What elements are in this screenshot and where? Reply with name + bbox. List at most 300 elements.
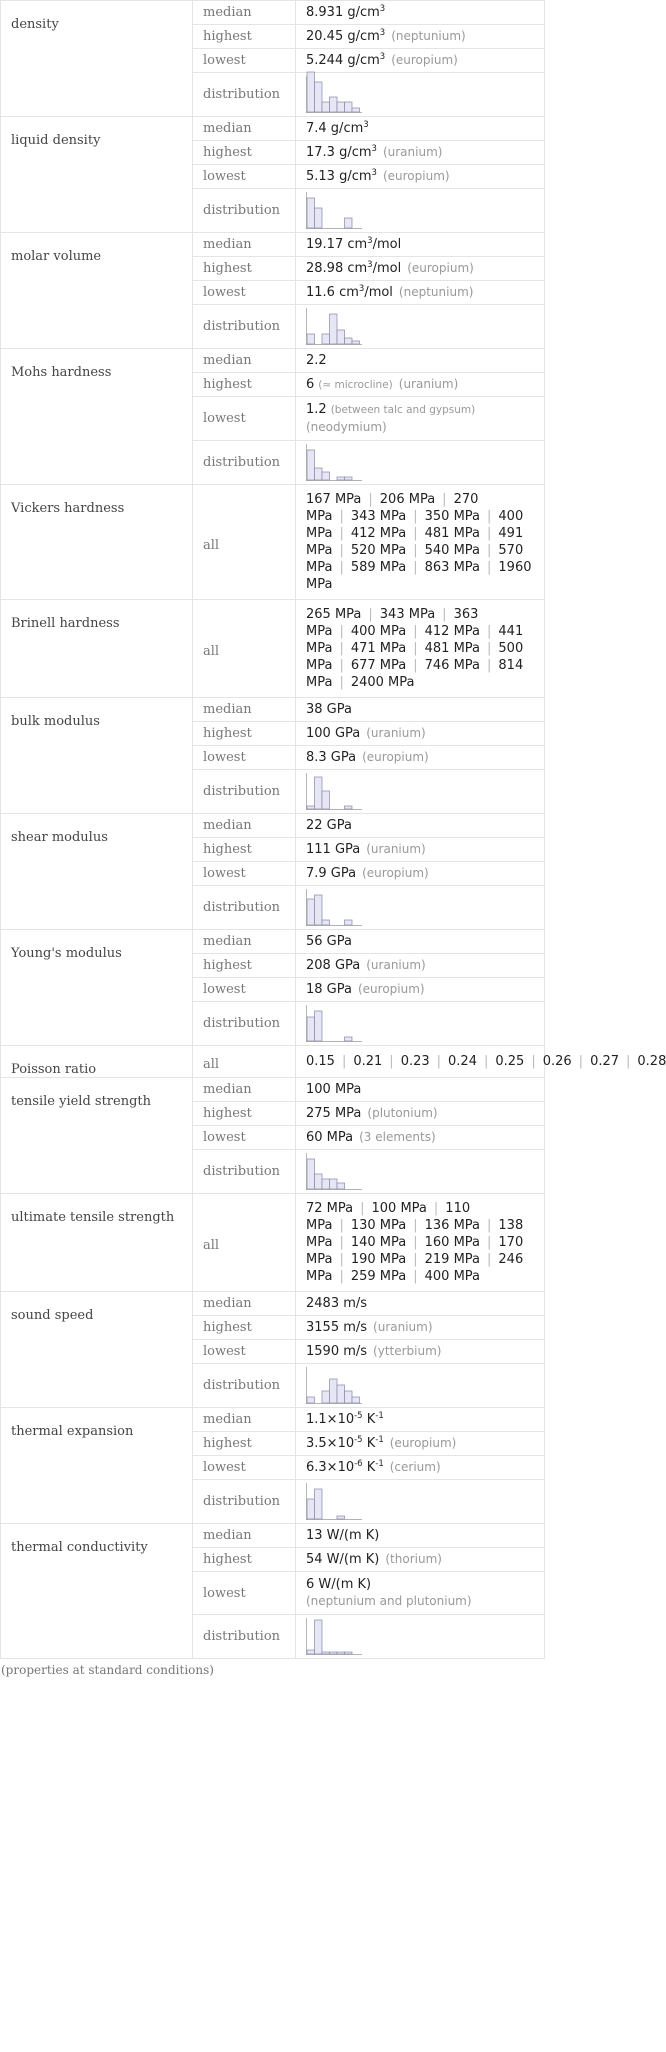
value-text: 5.13 g/cm — [306, 169, 372, 184]
histogram-bar — [322, 791, 330, 809]
histogram-bar — [307, 806, 315, 809]
row-value — [296, 1102, 545, 1126]
histogram-bar — [337, 1516, 345, 1519]
row-label: median — [193, 349, 296, 373]
row-label: all — [193, 1046, 296, 1078]
row-label: lowest — [193, 49, 296, 73]
row-label: lowest — [193, 397, 296, 441]
separator: | — [413, 509, 418, 524]
histogram-bar — [322, 334, 330, 344]
separator: | — [339, 675, 344, 690]
distribution-histogram — [306, 1153, 362, 1191]
histogram-bar — [315, 1011, 323, 1041]
value-text: 3155 m/s — [306, 1320, 368, 1335]
element-note: (uranium) — [373, 1320, 433, 1334]
row-label: distribution — [193, 305, 296, 349]
exponent: 3 — [367, 236, 373, 246]
separator: | — [339, 1235, 344, 1250]
value-text: 1590 m/s — [306, 1344, 368, 1359]
separator: | — [433, 1201, 439, 1216]
element-note: (ytterbium) — [373, 1344, 442, 1358]
property-name: Brinell hardness — [1, 600, 193, 698]
separator: | — [413, 526, 418, 541]
element-note: (neptunium and plutonium) — [306, 1594, 472, 1608]
property-name: thermal expansion — [1, 1408, 193, 1524]
table-row — [1, 814, 545, 838]
list-value: 219 MPa — [424, 1252, 481, 1267]
separator: | — [413, 1252, 418, 1267]
exponent: -1 — [375, 1435, 384, 1445]
histogram-bar — [337, 1385, 345, 1403]
row-value — [296, 1046, 666, 1078]
separator: | — [339, 526, 344, 541]
exponent: 3 — [363, 120, 369, 130]
property-name: Young's modulus — [1, 930, 193, 1046]
separator: | — [483, 1054, 489, 1069]
row-value — [296, 141, 545, 165]
value-text: 13 W/(m K) — [306, 1528, 380, 1543]
row-label: all — [193, 485, 296, 600]
distribution-histogram — [306, 889, 362, 927]
histogram-bar — [330, 1379, 338, 1403]
list-value: 481 MPa — [424, 641, 481, 656]
histogram-bar — [307, 1159, 315, 1189]
element-note: (neptunium) — [398, 285, 474, 299]
row-value — [296, 1548, 545, 1572]
row-value — [296, 1126, 545, 1150]
row-value — [296, 1150, 545, 1194]
row-label: distribution — [193, 1002, 296, 1046]
separator: | — [339, 509, 344, 524]
value-text: 6 — [306, 376, 315, 392]
property-name: Poisson ratio — [1, 1046, 193, 1078]
separator: | — [339, 1218, 344, 1233]
separator: | — [487, 658, 492, 673]
list-value: 170 MPa — [306, 1235, 524, 1267]
row-value — [296, 1292, 545, 1316]
separator: | — [487, 1252, 492, 1267]
row-label: lowest — [193, 1456, 296, 1480]
value-text: 22 GPa — [306, 818, 352, 833]
separator: | — [368, 607, 373, 622]
row-label: lowest — [193, 1340, 296, 1364]
row-value — [296, 233, 545, 257]
list-value: 677 MPa — [350, 658, 407, 673]
unit-text: /mol — [364, 285, 393, 300]
row-label: all — [193, 600, 296, 698]
separator: | — [339, 560, 344, 575]
comparison-note: (between talc and gypsum) — [330, 404, 476, 416]
histogram-bar — [352, 341, 360, 344]
row-value — [296, 257, 545, 281]
row-label: highest — [193, 838, 296, 862]
row-value — [296, 770, 545, 814]
row-value — [296, 600, 545, 698]
element-note: (plutonium) — [367, 1106, 438, 1120]
element-note: (europium) — [391, 53, 458, 67]
element-note: (uranium) — [398, 376, 459, 391]
separator: | — [487, 624, 492, 639]
row-label: distribution — [193, 1364, 296, 1408]
row-label: highest — [193, 25, 296, 49]
histogram-bar — [345, 1652, 353, 1654]
value-text: 6 W/(m K) — [306, 1577, 372, 1592]
row-label: lowest — [193, 1126, 296, 1150]
row-label: median — [193, 117, 296, 141]
property-name: Mohs hardness — [1, 349, 193, 485]
histogram-bar — [322, 102, 330, 112]
value-text: 60 MPa — [306, 1130, 354, 1145]
distribution-histogram — [306, 1005, 362, 1043]
row-label: highest — [193, 722, 296, 746]
row-value — [296, 1432, 545, 1456]
list-value: 136 MPa — [424, 1218, 481, 1233]
property-name: liquid density — [1, 117, 193, 233]
element-note: (uranium) — [366, 726, 426, 740]
row-value — [296, 1456, 545, 1480]
unit-text: K — [362, 1436, 376, 1451]
list-value: 400 MPa — [424, 1269, 481, 1284]
separator: | — [413, 624, 418, 639]
histogram-bar — [337, 1183, 345, 1189]
row-value — [296, 281, 545, 305]
histogram-bar — [322, 1179, 330, 1189]
separator: | — [578, 1054, 584, 1069]
list-value: 400 MPa — [350, 624, 407, 639]
list-value: 72 MPa — [306, 1201, 354, 1216]
separator: | — [360, 1201, 365, 1216]
row-label: median — [193, 1524, 296, 1548]
row-value — [296, 954, 545, 978]
list-value: 0.15 — [306, 1054, 335, 1069]
list-value: 491 MPa — [306, 526, 524, 558]
element-note: (uranium) — [382, 145, 443, 159]
property-name: molar volume — [1, 233, 193, 349]
exponent: -6 — [354, 1459, 363, 1469]
separator: | — [487, 641, 492, 656]
row-value — [296, 1408, 545, 1432]
value-text: 54 W/(m K) — [306, 1552, 380, 1567]
separator: | — [339, 624, 344, 639]
row-label: lowest — [193, 1572, 296, 1615]
separator: | — [389, 1054, 394, 1069]
value-text: 275 MPa — [306, 1106, 362, 1121]
histogram-bar — [307, 899, 315, 925]
row-label: distribution — [193, 1480, 296, 1524]
histogram-bar — [330, 1652, 338, 1654]
histogram-bar — [307, 1017, 315, 1041]
histogram-bar — [345, 338, 353, 344]
histogram-bar — [352, 108, 360, 112]
row-value — [296, 305, 545, 349]
histogram-bar — [307, 450, 315, 480]
histogram-bar — [315, 1620, 323, 1654]
list-value: 160 MPa — [424, 1235, 481, 1250]
distribution-histogram — [306, 192, 362, 230]
row-value — [296, 49, 545, 73]
separator: | — [487, 526, 492, 541]
row-value — [296, 930, 545, 954]
histogram-bar — [352, 1397, 360, 1403]
value-text: 11.6 cm — [306, 285, 359, 300]
histogram-bar — [307, 198, 315, 228]
row-label: highest — [193, 1432, 296, 1456]
distribution-histogram — [306, 308, 362, 346]
element-note: (europium) — [357, 982, 425, 996]
row-value — [296, 1002, 545, 1046]
value-text: 28.98 cm — [306, 261, 368, 276]
distribution-histogram — [306, 773, 362, 811]
unit-text: /mol — [372, 261, 402, 276]
property-name: sound speed — [1, 1292, 193, 1408]
exponent: -5 — [354, 1435, 363, 1445]
histogram-bar — [322, 472, 330, 480]
row-label: all — [193, 1194, 296, 1292]
table-row — [1, 698, 545, 722]
value-text: 19.17 cm — [306, 237, 368, 252]
unit-text: K — [362, 1412, 376, 1427]
value-text: 3.5×10 — [306, 1436, 355, 1451]
row-label: distribution — [193, 1150, 296, 1194]
separator: | — [413, 1269, 418, 1284]
list-value: 863 MPa — [424, 560, 481, 575]
list-value: 206 MPa — [379, 492, 436, 507]
property-name: density — [1, 1, 193, 117]
row-label: median — [193, 930, 296, 954]
element-note: (neodymium) — [306, 420, 387, 434]
separator: | — [487, 509, 492, 524]
row-label: highest — [193, 954, 296, 978]
histogram-bar — [315, 895, 323, 925]
distribution-histogram — [306, 1367, 362, 1405]
list-value: 100 MPa — [371, 1201, 427, 1216]
separator: | — [413, 543, 418, 558]
list-value: 130 MPa — [350, 1218, 407, 1233]
table-row — [1, 1046, 545, 1078]
list-value: 412 MPa — [350, 526, 407, 541]
element-note: (thorium) — [385, 1552, 442, 1566]
list-value: 540 MPa — [424, 543, 481, 558]
element-note: (uranium) — [366, 842, 426, 856]
table-row — [1, 1078, 545, 1102]
histogram-bar — [345, 102, 353, 112]
row-value — [296, 373, 545, 397]
footer-note: (properties at standard conditions) — [1, 1663, 214, 1677]
row-value — [296, 1364, 545, 1408]
list-value: 481 MPa — [424, 526, 481, 541]
row-value — [296, 886, 545, 930]
table-row — [1, 1292, 545, 1316]
exponent: 3 — [367, 260, 373, 270]
row-value — [296, 722, 545, 746]
histogram-bar — [322, 1652, 330, 1654]
value-text: 7.4 g/cm — [306, 121, 364, 136]
row-value — [296, 814, 545, 838]
row-value — [296, 25, 545, 49]
separator: | — [487, 1235, 492, 1250]
row-value — [296, 1572, 545, 1615]
row-label: distribution — [193, 770, 296, 814]
list-value: 520 MPa — [350, 543, 407, 558]
row-label: highest — [193, 141, 296, 165]
row-value — [296, 1194, 545, 1292]
value-text: 111 GPa — [306, 842, 361, 857]
row-value — [296, 978, 545, 1002]
list-value: 0.24 — [448, 1054, 477, 1069]
histogram-bar — [315, 777, 323, 809]
list-value: 246 MPa — [306, 1252, 524, 1284]
list-value: 471 MPa — [350, 641, 407, 656]
value-text: 5.244 g/cm — [306, 53, 380, 68]
histogram-bar — [345, 1391, 353, 1403]
separator: | — [339, 543, 344, 558]
list-value: 2400 MPa — [350, 675, 415, 690]
comparison-note: (≈ microcline) — [318, 378, 393, 391]
list-value: 1960 MPa — [306, 560, 532, 592]
histogram-bar — [337, 330, 345, 344]
histogram-bar — [307, 72, 315, 112]
list-value: 412 MPa — [424, 624, 481, 639]
separator: | — [339, 1252, 344, 1267]
row-label: distribution — [193, 73, 296, 117]
value-text: 17.3 g/cm — [306, 145, 372, 160]
row-value — [296, 746, 545, 770]
exponent: 3 — [371, 144, 377, 154]
list-value: 363 MPa — [306, 607, 479, 639]
histogram-bar — [315, 1489, 323, 1519]
property-name: shear modulus — [1, 814, 193, 930]
separator: | — [626, 1054, 631, 1069]
table-row — [1, 1194, 545, 1292]
separator: | — [339, 658, 344, 673]
histogram-bar — [330, 314, 338, 344]
histogram-bar — [307, 1397, 315, 1403]
histogram-bar — [322, 920, 330, 925]
list-value: 350 MPa — [424, 509, 481, 524]
row-label: lowest — [193, 746, 296, 770]
value-text: 56 GPa — [306, 934, 352, 949]
row-label: highest — [193, 1316, 296, 1340]
row-value — [296, 1316, 545, 1340]
histogram-bar — [330, 97, 338, 112]
row-value — [296, 165, 545, 189]
row-label: median — [193, 814, 296, 838]
value-text: 208 GPa — [306, 958, 361, 973]
separator: | — [487, 560, 492, 575]
histogram-bar — [345, 806, 353, 809]
histogram-bar — [345, 920, 353, 925]
list-value: 589 MPa — [350, 560, 407, 575]
row-value — [296, 485, 545, 600]
histogram-bar — [315, 82, 323, 112]
value-text: 38 GPa — [306, 702, 352, 717]
list-value: 400 MPa — [306, 509, 524, 541]
separator: | — [442, 492, 447, 507]
row-value — [296, 441, 545, 485]
row-value — [296, 1078, 545, 1102]
list-value: 746 MPa — [424, 658, 481, 673]
list-value: 500 MPa — [306, 641, 524, 673]
row-label: lowest — [193, 978, 296, 1002]
row-value — [296, 117, 545, 141]
table-row — [1, 600, 545, 698]
histogram-bar — [345, 218, 353, 228]
histogram-bar — [307, 1650, 315, 1654]
exponent: 3 — [379, 28, 386, 38]
element-note: (europium) — [407, 261, 474, 275]
list-value: 0.28 — [637, 1054, 666, 1069]
row-value — [296, 1, 545, 25]
exponent: 3 — [358, 284, 365, 294]
row-label: distribution — [193, 886, 296, 930]
property-name: Vickers hardness — [1, 485, 193, 600]
row-value — [296, 1340, 545, 1364]
row-label: lowest — [193, 862, 296, 886]
row-value — [296, 1524, 545, 1548]
exponent: -5 — [354, 1411, 363, 1421]
separator: | — [531, 1054, 536, 1069]
list-value: 0.21 — [353, 1054, 383, 1069]
list-value: 0.27 — [590, 1054, 620, 1069]
value-text: 7.9 GPa — [306, 866, 357, 881]
table-row — [1, 233, 545, 257]
table-row — [1, 117, 545, 141]
row-value — [296, 349, 545, 373]
row-value — [296, 73, 545, 117]
row-label: median — [193, 698, 296, 722]
value-text: 18 GPa — [306, 982, 352, 997]
value-text: 6.3×10 — [306, 1460, 355, 1475]
element-note: (3 elements) — [359, 1130, 436, 1144]
list-value: 138 MPa — [306, 1218, 524, 1250]
separator: | — [368, 492, 373, 507]
element-note: (neptunium) — [391, 29, 466, 43]
histogram-bar — [337, 102, 345, 112]
property-name: ultimate tensile strength — [1, 1194, 193, 1292]
value-text: 8.931 g/cm — [306, 5, 380, 20]
table-row — [1, 930, 545, 954]
value-text: 1.2 — [306, 402, 327, 417]
row-value — [296, 1615, 545, 1659]
row-value — [296, 838, 545, 862]
separator: | — [413, 1235, 418, 1250]
row-label: median — [193, 233, 296, 257]
histogram-bar — [337, 477, 345, 480]
histogram-bar — [315, 468, 323, 480]
list-value: 140 MPa — [350, 1235, 407, 1250]
separator: | — [487, 543, 492, 558]
list-value: 167 MPa — [306, 492, 362, 507]
element-note: (europium) — [362, 750, 429, 764]
list-value: 0.23 — [400, 1054, 430, 1069]
separator: | — [436, 1054, 442, 1069]
property-name: tensile yield strength — [1, 1078, 193, 1194]
row-value — [296, 1480, 545, 1524]
histogram-bar — [315, 208, 323, 228]
histogram-bar — [345, 1037, 353, 1041]
separator: | — [413, 560, 418, 575]
exponent: 3 — [379, 52, 386, 62]
exponent: -1 — [375, 1411, 384, 1421]
row-value — [296, 862, 545, 886]
separator: | — [413, 1218, 418, 1233]
row-label: distribution — [193, 441, 296, 485]
row-label: median — [193, 1, 296, 25]
separator: | — [341, 1054, 347, 1069]
row-label: median — [193, 1078, 296, 1102]
value-text: 100 GPa — [306, 726, 361, 741]
element-note: (europium) — [362, 866, 429, 880]
